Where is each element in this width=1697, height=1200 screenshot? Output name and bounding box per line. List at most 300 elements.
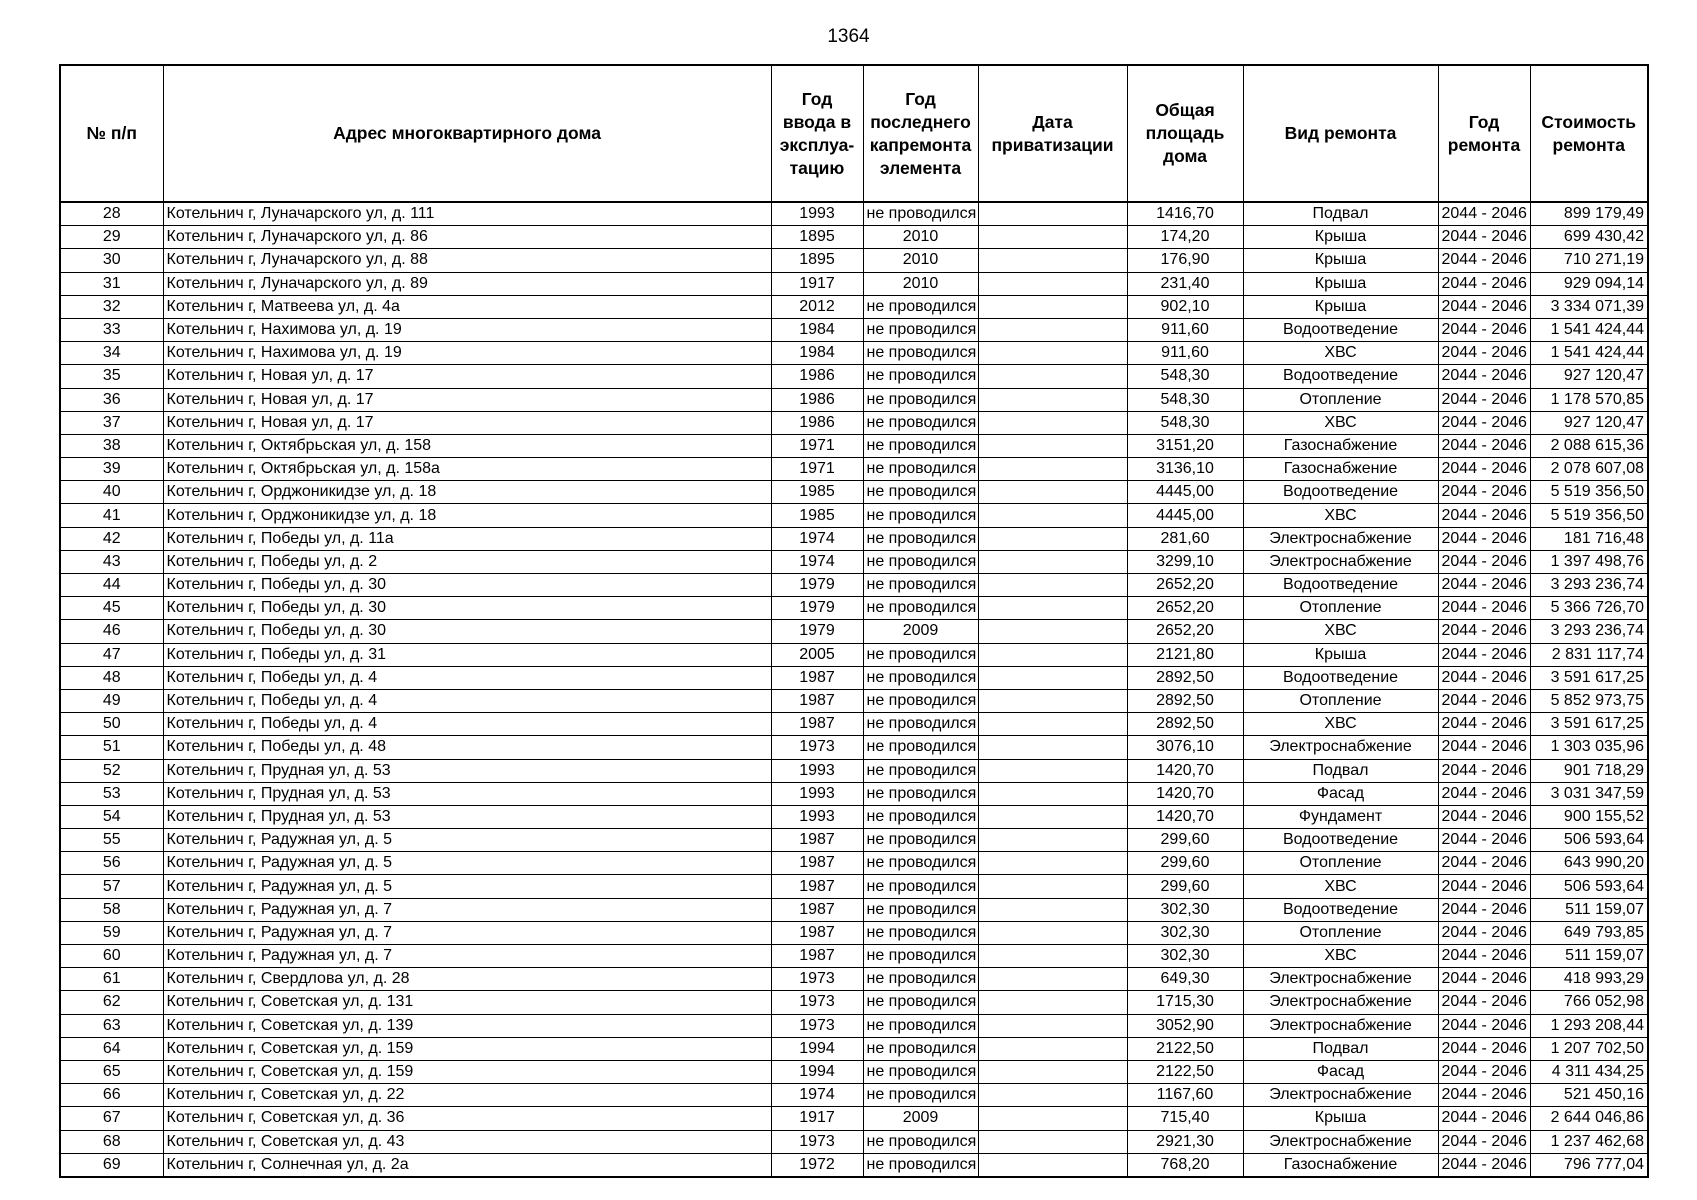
cell-privatization — [978, 713, 1127, 736]
header-repair-year: Год ремонта — [1438, 65, 1530, 202]
cell-number: 44 — [60, 574, 163, 597]
cell-privatization — [978, 249, 1127, 272]
cell-privatization — [978, 574, 1127, 597]
table-row — [60, 597, 1648, 620]
cell-privatization — [978, 829, 1127, 852]
cell-repair-type: ХВС — [1243, 504, 1438, 527]
cell-address: Котельнич г, Прудная ул, д. 53 — [163, 759, 771, 782]
cell-repair-year: 2044 - 2046 — [1438, 1060, 1530, 1083]
cell-cost: 5 852 973,75 — [1530, 689, 1648, 712]
header-year-built: Год ввода в эксплуа-тацию — [771, 65, 863, 202]
cell-year-built: 1994 — [771, 1037, 863, 1060]
cell-address: Котельнич г, Радужная ул, д. 5 — [163, 829, 771, 852]
cell-last-repair: не проводился — [863, 597, 978, 620]
cell-address: Котельнич г, Матвеева ул, д. 4а — [163, 295, 771, 318]
cell-repair-year: 2044 - 2046 — [1438, 597, 1530, 620]
cell-repair-type: Электроснабжение — [1243, 736, 1438, 759]
cell-number: 36 — [60, 388, 163, 411]
cell-area: 2652,20 — [1127, 597, 1243, 620]
cell-cost: 2 088 615,36 — [1530, 434, 1648, 457]
cell-repair-year: 2044 - 2046 — [1438, 527, 1530, 550]
cell-number: 46 — [60, 620, 163, 643]
cell-number: 54 — [60, 805, 163, 828]
header-area: Общая площадь дома — [1127, 65, 1243, 202]
cell-year-built: 1972 — [771, 1153, 863, 1177]
cell-last-repair: не проводился — [863, 574, 978, 597]
cell-area: 768,20 — [1127, 1153, 1243, 1177]
cell-address: Котельнич г, Луначарского ул, д. 89 — [163, 272, 771, 295]
cell-privatization — [978, 759, 1127, 782]
cell-last-repair: не проводился — [863, 1060, 978, 1083]
table-row — [60, 666, 1648, 689]
cell-area: 649,30 — [1127, 968, 1243, 991]
cell-repair-type: Крыша — [1243, 643, 1438, 666]
cell-repair-type: Газоснабжение — [1243, 458, 1438, 481]
cell-privatization — [978, 504, 1127, 527]
cell-repair-year: 2044 - 2046 — [1438, 226, 1530, 249]
cell-repair-year: 2044 - 2046 — [1438, 1037, 1530, 1060]
cell-last-repair: не проводился — [863, 759, 978, 782]
cell-repair-year: 2044 - 2046 — [1438, 202, 1530, 226]
cell-cost: 4 311 434,25 — [1530, 1060, 1648, 1083]
cell-address: Котельнич г, Нахимова ул, д. 19 — [163, 342, 771, 365]
cell-last-repair: не проводился — [863, 945, 978, 968]
cell-cost: 3 293 236,74 — [1530, 574, 1648, 597]
cell-last-repair: не проводился — [863, 481, 978, 504]
cell-repair-year: 2044 - 2046 — [1438, 504, 1530, 527]
cell-cost: 1 397 498,76 — [1530, 550, 1648, 573]
table-row — [60, 713, 1648, 736]
cell-privatization — [978, 388, 1127, 411]
cell-number: 41 — [60, 504, 163, 527]
cell-last-repair: не проводился — [863, 1153, 978, 1177]
cell-repair-type: Крыша — [1243, 295, 1438, 318]
cell-last-repair: не проводился — [863, 434, 978, 457]
table-row — [60, 226, 1648, 249]
cell-repair-type: Отопление — [1243, 921, 1438, 944]
table-row — [60, 991, 1648, 1014]
cell-address: Котельнич г, Советская ул, д. 159 — [163, 1037, 771, 1060]
cell-area: 548,30 — [1127, 388, 1243, 411]
table-row — [60, 202, 1648, 226]
cell-repair-type: ХВС — [1243, 411, 1438, 434]
cell-cost: 900 155,52 — [1530, 805, 1648, 828]
cell-year-built: 1895 — [771, 249, 863, 272]
cell-privatization — [978, 272, 1127, 295]
cell-address: Котельнич г, Солнечная ул, д. 2а — [163, 1153, 771, 1177]
cell-repair-type: Электроснабжение — [1243, 550, 1438, 573]
table-row — [60, 1060, 1648, 1083]
table-row — [60, 550, 1648, 573]
cell-cost: 643 990,20 — [1530, 852, 1648, 875]
cell-cost: 1 237 462,68 — [1530, 1130, 1648, 1153]
cell-repair-year: 2044 - 2046 — [1438, 921, 1530, 944]
cell-address: Котельнич г, Победы ул, д. 31 — [163, 643, 771, 666]
cell-privatization — [978, 318, 1127, 341]
cell-cost: 181 716,48 — [1530, 527, 1648, 550]
cell-privatization — [978, 1107, 1127, 1130]
cell-privatization — [978, 527, 1127, 550]
cell-area: 715,40 — [1127, 1107, 1243, 1130]
table-row — [60, 852, 1648, 875]
cell-year-built: 1987 — [771, 875, 863, 898]
cell-cost: 927 120,47 — [1530, 411, 1648, 434]
cell-last-repair: не проводился — [863, 829, 978, 852]
cell-cost: 901 718,29 — [1530, 759, 1648, 782]
cell-number: 65 — [60, 1060, 163, 1083]
cell-privatization — [978, 458, 1127, 481]
cell-last-repair: не проводился — [863, 852, 978, 875]
table-row — [60, 805, 1648, 828]
cell-number: 53 — [60, 782, 163, 805]
cell-number: 45 — [60, 597, 163, 620]
cell-area: 911,60 — [1127, 318, 1243, 341]
cell-address: Котельнич г, Орджоникидзе ул, д. 18 — [163, 504, 771, 527]
cell-repair-type: Крыша — [1243, 226, 1438, 249]
cell-area: 2122,50 — [1127, 1060, 1243, 1083]
cell-cost: 3 591 617,25 — [1530, 666, 1648, 689]
cell-privatization — [978, 295, 1127, 318]
cell-last-repair: не проводился — [863, 875, 978, 898]
cell-privatization — [978, 898, 1127, 921]
cell-address: Котельнич г, Радужная ул, д. 5 — [163, 875, 771, 898]
cell-area: 902,10 — [1127, 295, 1243, 318]
cell-privatization — [978, 1037, 1127, 1060]
cell-area: 302,30 — [1127, 921, 1243, 944]
table-row — [60, 736, 1648, 759]
cell-repair-type: Газоснабжение — [1243, 434, 1438, 457]
cell-cost: 511 159,07 — [1530, 945, 1648, 968]
cell-number: 48 — [60, 666, 163, 689]
table-body — [60, 202, 1648, 1177]
cell-repair-type: Подвал — [1243, 202, 1438, 226]
table-row — [60, 945, 1648, 968]
cell-cost: 927 120,47 — [1530, 365, 1648, 388]
cell-repair-type: Отопление — [1243, 689, 1438, 712]
cell-number: 69 — [60, 1153, 163, 1177]
cell-area: 302,30 — [1127, 945, 1243, 968]
cell-repair-type: Отопление — [1243, 388, 1438, 411]
cell-last-repair: не проводился — [863, 1037, 978, 1060]
cell-address: Котельнич г, Советская ул, д. 159 — [163, 1060, 771, 1083]
cell-privatization — [978, 365, 1127, 388]
cell-number: 67 — [60, 1107, 163, 1130]
cell-last-repair: не проводился — [863, 342, 978, 365]
cell-year-built: 1987 — [771, 945, 863, 968]
header-number: № п/п — [60, 65, 163, 202]
cell-address: Котельнич г, Советская ул, д. 139 — [163, 1014, 771, 1037]
cell-area: 231,40 — [1127, 272, 1243, 295]
cell-area: 1167,60 — [1127, 1084, 1243, 1107]
cell-privatization — [978, 1060, 1127, 1083]
cell-area: 1420,70 — [1127, 759, 1243, 782]
cell-privatization — [978, 921, 1127, 944]
cell-repair-year: 2044 - 2046 — [1438, 342, 1530, 365]
cell-privatization — [978, 875, 1127, 898]
cell-address: Котельнич г, Советская ул, д. 131 — [163, 991, 771, 1014]
cell-repair-year: 2044 - 2046 — [1438, 713, 1530, 736]
cell-last-repair: не проводился — [863, 1084, 978, 1107]
cell-repair-type: Водоотведение — [1243, 318, 1438, 341]
cell-repair-year: 2044 - 2046 — [1438, 805, 1530, 828]
cell-address: Котельнич г, Победы ул, д. 4 — [163, 689, 771, 712]
cell-repair-year: 2044 - 2046 — [1438, 782, 1530, 805]
cell-last-repair: не проводился — [863, 898, 978, 921]
cell-last-repair: не проводился — [863, 388, 978, 411]
cell-year-built: 1917 — [771, 272, 863, 295]
cell-last-repair: не проводился — [863, 782, 978, 805]
table-row — [60, 875, 1648, 898]
cell-repair-year: 2044 - 2046 — [1438, 829, 1530, 852]
cell-area: 2652,20 — [1127, 620, 1243, 643]
cell-number: 59 — [60, 921, 163, 944]
cell-cost: 3 293 236,74 — [1530, 620, 1648, 643]
cell-area: 3076,10 — [1127, 736, 1243, 759]
cell-area: 299,60 — [1127, 829, 1243, 852]
cell-address: Котельнич г, Орджоникидзе ул, д. 18 — [163, 481, 771, 504]
cell-year-built: 1987 — [771, 689, 863, 712]
cell-number: 51 — [60, 736, 163, 759]
cell-year-built: 2005 — [771, 643, 863, 666]
table-row — [60, 898, 1648, 921]
cell-number: 61 — [60, 968, 163, 991]
cell-repair-year: 2044 - 2046 — [1438, 434, 1530, 457]
cell-year-built: 1973 — [771, 991, 863, 1014]
cell-repair-year: 2044 - 2046 — [1438, 968, 1530, 991]
cell-address: Котельнич г, Нахимова ул, д. 19 — [163, 318, 771, 341]
cell-year-built: 1993 — [771, 805, 863, 828]
cell-repair-type: ХВС — [1243, 342, 1438, 365]
table-row — [60, 272, 1648, 295]
cell-repair-type: ХВС — [1243, 713, 1438, 736]
cell-year-built: 1979 — [771, 574, 863, 597]
table-row — [60, 481, 1648, 504]
cell-repair-year: 2044 - 2046 — [1438, 388, 1530, 411]
cell-cost: 5 366 726,70 — [1530, 597, 1648, 620]
header-privatization: Дата приватизации — [978, 65, 1127, 202]
cell-repair-year: 2044 - 2046 — [1438, 945, 1530, 968]
cell-address: Котельнич г, Радужная ул, д. 5 — [163, 852, 771, 875]
cell-number: 29 — [60, 226, 163, 249]
cell-last-repair: не проводился — [863, 365, 978, 388]
cell-privatization — [978, 1153, 1127, 1177]
cell-repair-type: Газоснабжение — [1243, 1153, 1438, 1177]
cell-repair-year: 2044 - 2046 — [1438, 1107, 1530, 1130]
cell-year-built: 1974 — [771, 527, 863, 550]
table-row — [60, 295, 1648, 318]
cell-repair-year: 2044 - 2046 — [1438, 574, 1530, 597]
cell-address: Котельнич г, Луначарского ул, д. 111 — [163, 202, 771, 226]
table-row — [60, 388, 1648, 411]
cell-last-repair: не проводился — [863, 318, 978, 341]
cell-area: 4445,00 — [1127, 481, 1243, 504]
cell-repair-year: 2044 - 2046 — [1438, 1014, 1530, 1037]
table-row — [60, 249, 1648, 272]
cell-year-built: 1985 — [771, 481, 863, 504]
cell-year-built: 1974 — [771, 550, 863, 573]
cell-area: 1420,70 — [1127, 805, 1243, 828]
cell-last-repair: не проводился — [863, 805, 978, 828]
cell-cost: 1 207 702,50 — [1530, 1037, 1648, 1060]
cell-number: 40 — [60, 481, 163, 504]
cell-year-built: 1974 — [771, 1084, 863, 1107]
cell-area: 299,60 — [1127, 875, 1243, 898]
cell-repair-year: 2044 - 2046 — [1438, 272, 1530, 295]
cell-year-built: 1973 — [771, 968, 863, 991]
cell-year-built: 1993 — [771, 202, 863, 226]
cell-privatization — [978, 342, 1127, 365]
cell-last-repair: не проводился — [863, 968, 978, 991]
cell-year-built: 1979 — [771, 620, 863, 643]
cell-address: Котельнич г, Победы ул, д. 11а — [163, 527, 771, 550]
cell-year-built: 1895 — [771, 226, 863, 249]
cell-repair-type: Электроснабжение — [1243, 991, 1438, 1014]
cell-repair-type: Крыша — [1243, 272, 1438, 295]
table-row — [60, 342, 1648, 365]
cell-year-built: 1917 — [771, 1107, 863, 1130]
cell-repair-type: Водоотведение — [1243, 365, 1438, 388]
cell-repair-type: Электроснабжение — [1243, 1014, 1438, 1037]
cell-last-repair: 2010 — [863, 249, 978, 272]
header-repair-type: Вид ремонта — [1243, 65, 1438, 202]
cell-repair-year: 2044 - 2046 — [1438, 991, 1530, 1014]
cell-repair-year: 2044 - 2046 — [1438, 458, 1530, 481]
cell-repair-type: Водоотведение — [1243, 829, 1438, 852]
table-row — [60, 574, 1648, 597]
cell-cost: 418 993,29 — [1530, 968, 1648, 991]
repair-schedule-table — [59, 64, 1649, 1178]
cell-repair-type: Подвал — [1243, 759, 1438, 782]
cell-area: 1416,70 — [1127, 202, 1243, 226]
cell-repair-year: 2044 - 2046 — [1438, 759, 1530, 782]
cell-number: 63 — [60, 1014, 163, 1037]
cell-address: Котельнич г, Свердлова ул, д. 28 — [163, 968, 771, 991]
cell-privatization — [978, 1084, 1127, 1107]
cell-address: Котельнич г, Октябрьская ул, д. 158 — [163, 434, 771, 457]
cell-area: 2921,30 — [1127, 1130, 1243, 1153]
cell-repair-type: Крыша — [1243, 249, 1438, 272]
cell-cost: 521 450,16 — [1530, 1084, 1648, 1107]
cell-address: Котельнич г, Радужная ул, д. 7 — [163, 945, 771, 968]
cell-year-built: 1971 — [771, 434, 863, 457]
cell-area: 3136,10 — [1127, 458, 1243, 481]
cell-area: 2652,20 — [1127, 574, 1243, 597]
cell-repair-type: Фасад — [1243, 782, 1438, 805]
cell-year-built: 2012 — [771, 295, 863, 318]
cell-address: Котельнич г, Победы ул, д. 4 — [163, 666, 771, 689]
cell-year-built: 1985 — [771, 504, 863, 527]
table-row — [60, 921, 1648, 944]
cell-cost: 1 178 570,85 — [1530, 388, 1648, 411]
cell-repair-year: 2044 - 2046 — [1438, 666, 1530, 689]
cell-number: 60 — [60, 945, 163, 968]
cell-privatization — [978, 852, 1127, 875]
table-row — [60, 458, 1648, 481]
table-row — [60, 1153, 1648, 1177]
table-row — [60, 318, 1648, 341]
cell-address: Котельнич г, Радужная ул, д. 7 — [163, 898, 771, 921]
cell-repair-type: ХВС — [1243, 875, 1438, 898]
cell-area: 3052,90 — [1127, 1014, 1243, 1037]
cell-cost: 1 541 424,44 — [1530, 342, 1648, 365]
cell-year-built: 1973 — [771, 736, 863, 759]
header-address: Адрес многоквартирного дома — [163, 65, 771, 202]
cell-area: 2122,50 — [1127, 1037, 1243, 1060]
cell-year-built: 1971 — [771, 458, 863, 481]
cell-year-built: 1984 — [771, 342, 863, 365]
cell-privatization — [978, 736, 1127, 759]
cell-area: 2121,80 — [1127, 643, 1243, 666]
cell-area: 299,60 — [1127, 852, 1243, 875]
cell-repair-year: 2044 - 2046 — [1438, 550, 1530, 573]
cell-last-repair: не проводился — [863, 504, 978, 527]
cell-repair-type: Электроснабжение — [1243, 527, 1438, 550]
cell-last-repair: не проводился — [863, 689, 978, 712]
cell-number: 57 — [60, 875, 163, 898]
cell-cost: 929 094,14 — [1530, 272, 1648, 295]
cell-area: 2892,50 — [1127, 713, 1243, 736]
cell-privatization — [978, 805, 1127, 828]
cell-privatization — [978, 550, 1127, 573]
cell-cost: 2 831 117,74 — [1530, 643, 1648, 666]
table-row — [60, 527, 1648, 550]
table-row — [60, 1037, 1648, 1060]
cell-year-built: 1973 — [771, 1014, 863, 1037]
table-row — [60, 829, 1648, 852]
cell-repair-year: 2044 - 2046 — [1438, 295, 1530, 318]
cell-cost: 710 271,19 — [1530, 249, 1648, 272]
cell-repair-type: Водоотведение — [1243, 481, 1438, 504]
table-row — [60, 759, 1648, 782]
cell-last-repair: не проводился — [863, 411, 978, 434]
cell-number: 33 — [60, 318, 163, 341]
cell-number: 32 — [60, 295, 163, 318]
cell-number: 68 — [60, 1130, 163, 1153]
cell-number: 39 — [60, 458, 163, 481]
cell-area: 174,20 — [1127, 226, 1243, 249]
cell-privatization — [978, 689, 1127, 712]
cell-cost: 3 031 347,59 — [1530, 782, 1648, 805]
cell-repair-year: 2044 - 2046 — [1438, 411, 1530, 434]
cell-repair-year: 2044 - 2046 — [1438, 620, 1530, 643]
table-row — [60, 504, 1648, 527]
cell-area: 1420,70 — [1127, 782, 1243, 805]
cell-last-repair: не проводился — [863, 643, 978, 666]
cell-area: 548,30 — [1127, 365, 1243, 388]
cell-address: Котельнич г, Победы ул, д. 30 — [163, 597, 771, 620]
cell-address: Котельнич г, Прудная ул, д. 53 — [163, 782, 771, 805]
cell-address: Котельнич г, Новая ул, д. 17 — [163, 388, 771, 411]
cell-number: 64 — [60, 1037, 163, 1060]
cell-privatization — [978, 968, 1127, 991]
cell-cost: 796 777,04 — [1530, 1153, 1648, 1177]
cell-number: 49 — [60, 689, 163, 712]
table-row — [60, 1107, 1648, 1130]
cell-repair-year: 2044 - 2046 — [1438, 249, 1530, 272]
cell-number: 62 — [60, 991, 163, 1014]
cell-address: Котельнич г, Победы ул, д. 4 — [163, 713, 771, 736]
cell-privatization — [978, 434, 1127, 457]
table-row — [60, 1130, 1648, 1153]
cell-year-built: 1987 — [771, 713, 863, 736]
cell-privatization — [978, 202, 1127, 226]
cell-address: Котельнич г, Новая ул, д. 17 — [163, 365, 771, 388]
cell-repair-type: Фасад — [1243, 1060, 1438, 1083]
cell-address: Котельнич г, Радужная ул, д. 7 — [163, 921, 771, 944]
cell-number: 38 — [60, 434, 163, 457]
cell-number: 66 — [60, 1084, 163, 1107]
cell-area: 176,90 — [1127, 249, 1243, 272]
